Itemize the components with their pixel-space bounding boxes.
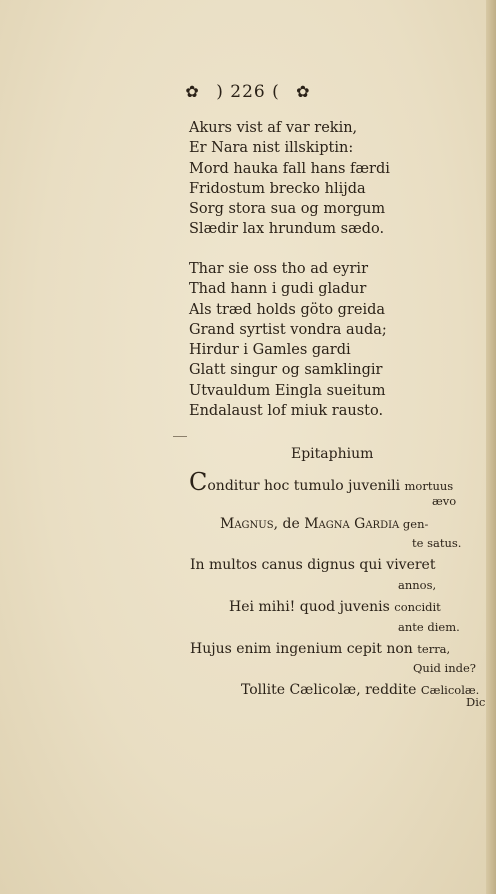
- drop-capital: C: [189, 468, 208, 496]
- verse-line: Sorg stora sua og morgum: [189, 201, 386, 218]
- page-number: ) 226 (: [216, 82, 280, 102]
- epitaph-line-2: Magnus, de Magna Gardia gen-: [220, 516, 429, 532]
- verse-line: Fridostum brecko hlijda: [189, 180, 366, 197]
- epitaph-line-1: Conditur hoc tumulo juvenili mortuus: [189, 468, 454, 496]
- verse-line: Thad hann i gudi gladur: [189, 281, 367, 298]
- verse-line: Als træd holds göto greida: [189, 301, 386, 318]
- verse-line: Hirdur i Gamles gardi: [189, 342, 351, 359]
- catchword: Dic: [466, 695, 486, 709]
- verse-line: Er Nara nist illskiptin:: [189, 140, 354, 157]
- page-edge: [486, 0, 496, 894]
- verse-line: Slædir lax hrundum sædo.: [189, 221, 385, 238]
- verse-line: Glatt singur og samklingir: [189, 362, 383, 379]
- epitaph-line-2-cont: te satus.: [412, 536, 462, 550]
- epitaph-line-4-cont: ante diem.: [398, 620, 460, 634]
- epitaph-line-3: In multos canus dignus qui viveret: [190, 557, 436, 573]
- verse-line: Utvauldum Eingla sueitum: [189, 382, 386, 399]
- verse-line: Endalaust lof miuk rausto.: [189, 403, 384, 420]
- epitaph-line-1-cont: ævo: [432, 494, 457, 508]
- epitaph-line-3-cont: annos,: [398, 578, 437, 592]
- ornament-left-icon: ✿: [185, 82, 200, 101]
- epitaph-line-4: Hei mihi! quod juvenis concidit: [229, 599, 441, 615]
- ornament-right-icon: ✿: [296, 82, 311, 101]
- verse-line: Mord hauka fall hans færdi: [189, 160, 390, 177]
- verse-line: Akurs vist af var rekin,: [189, 120, 358, 136]
- epitaph-line-6: Tollite Cælicolæ, reddite Cælicolæ.: [241, 682, 480, 698]
- stanza-1: [189, 118, 390, 240]
- page-header: [0, 82, 496, 102]
- ink-mark: [173, 436, 187, 441]
- verse-line: Grand syrtist vondra auda;: [189, 321, 387, 338]
- verse-line: Thar sie oss tho ad eyrir: [189, 261, 368, 277]
- epitaph-line-5-cont: Quid inde?: [413, 661, 476, 675]
- stanza-2: [189, 259, 387, 421]
- epitaph-title: Epitaphium: [291, 446, 374, 462]
- epitaph-line-5: Hujus enim ingenium cepit non terra,: [190, 641, 451, 657]
